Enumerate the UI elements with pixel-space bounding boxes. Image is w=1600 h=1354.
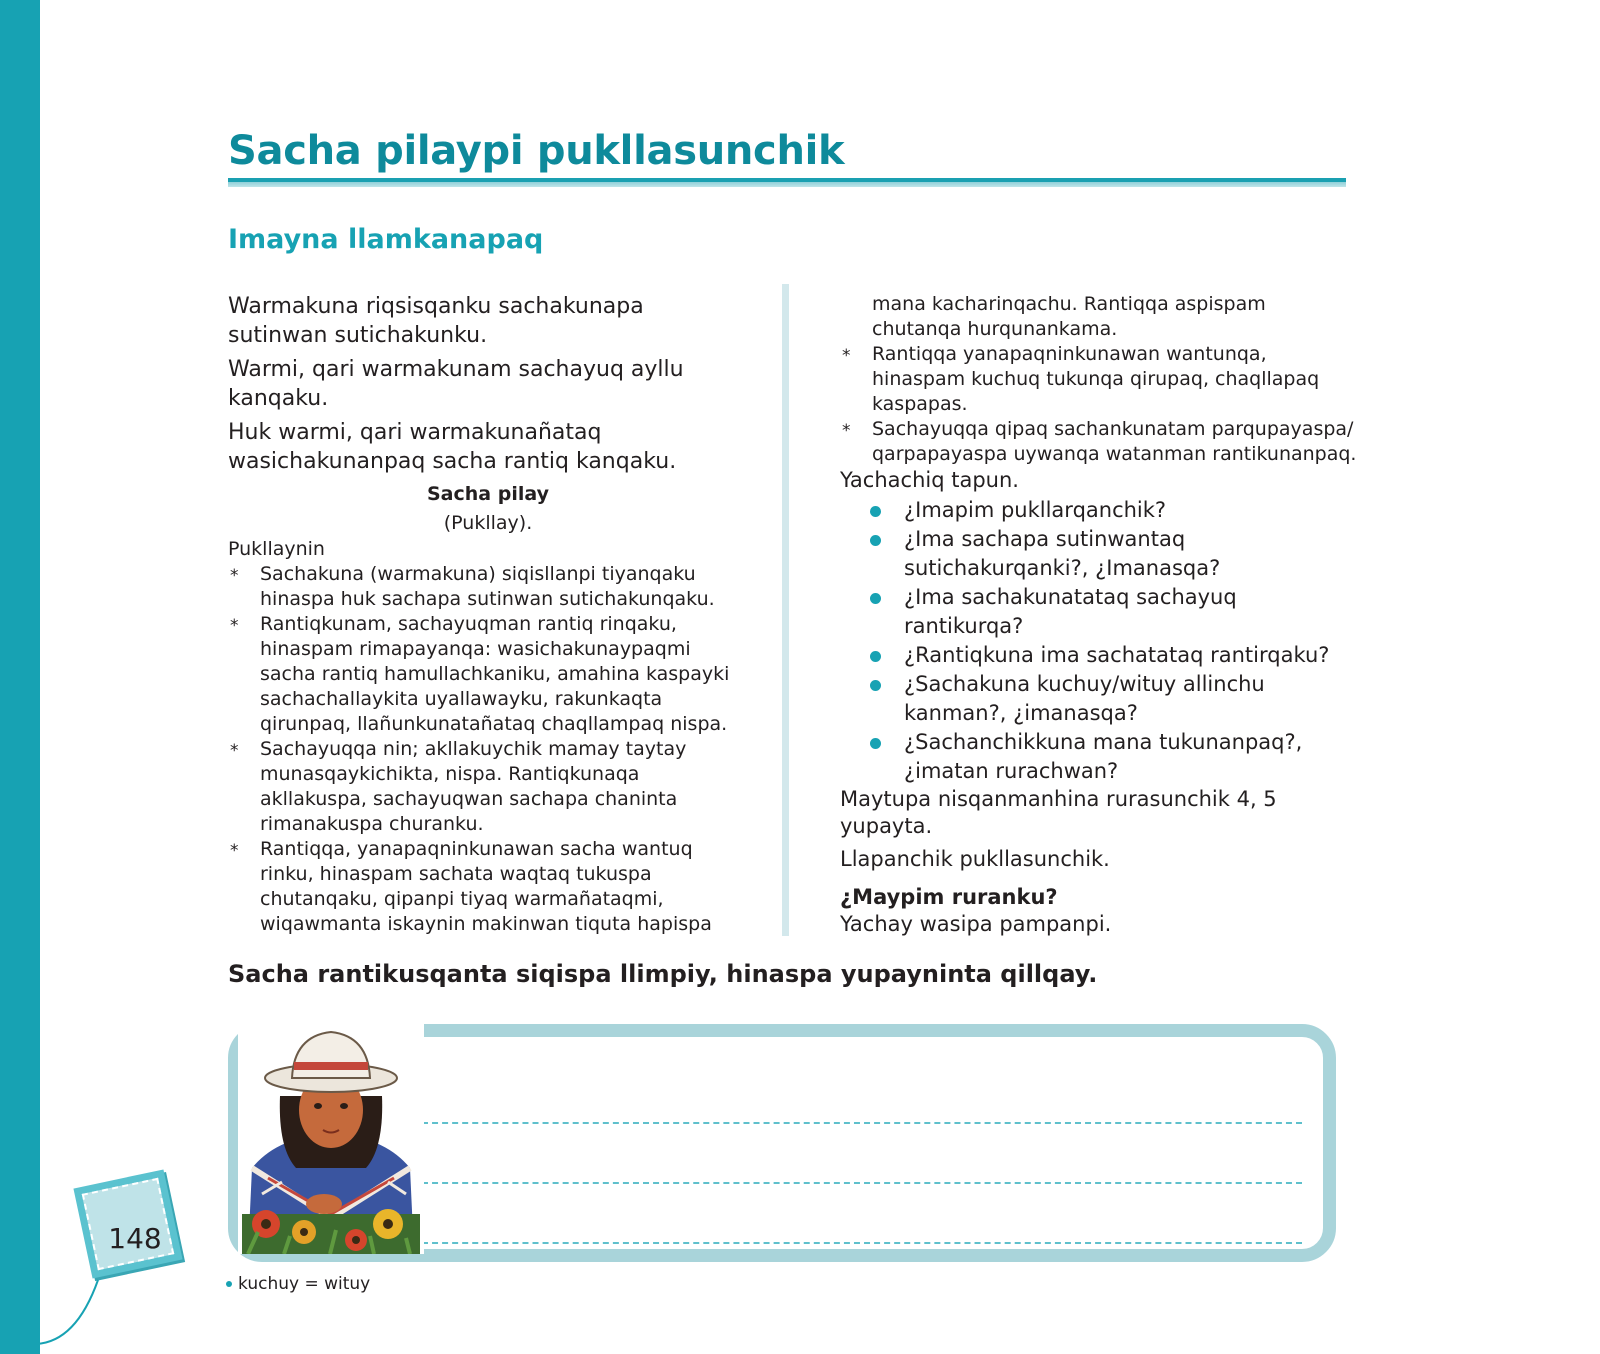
- bullet-icon: [870, 738, 881, 749]
- task-instruction: Sacha rantikusqanta siqispa llimpiy, hinaspa yupayninta qillqay.: [228, 960, 1098, 988]
- footnote: kuchuy = wituy: [226, 1274, 370, 1294]
- writing-line[interactable]: [422, 1122, 1302, 1124]
- badge-string: [36, 1270, 136, 1354]
- title-underline: [228, 178, 1346, 187]
- list-item: * Rantiqkunam, sachayuqman rantiq rinqaku, hinaspam rimapayanqa: wasichakunaypaqmi sacha rantiq hamullachkaniku, amahina kaspayki sachachallaykita uyallawayku, rakunkaqta qirunpaq, llañunkunatañataq chaqllampaq nispa.: [230, 613, 730, 735]
- page-number: 148: [108, 1222, 162, 1255]
- question-list: [840, 496, 1360, 786]
- instruction-list: [228, 562, 748, 937]
- list-item: * Rantiqqa yanapaqninkunawan wantunqa, hinaspam kuchuq tukunqa qirupaq, chaqllapaq kaspapas.: [842, 343, 1320, 415]
- right-column: [840, 292, 1360, 938]
- after-text: Maytupa nisqanmanhina rurasunchik 4, 5 yupayta.: [840, 787, 1277, 838]
- asterisk-icon: *: [230, 841, 239, 861]
- page-title: Sacha pilaypi pukllasunchik: [228, 128, 845, 174]
- girl-illustration: [238, 1018, 424, 1254]
- after-text: Llapanchik pukllasunchik.: [840, 847, 1110, 871]
- bullet-icon: [226, 1281, 232, 1287]
- column-divider: [782, 284, 789, 936]
- asterisk-icon: *: [842, 346, 851, 366]
- writing-line[interactable]: [422, 1182, 1302, 1184]
- intro-paragraph: Huk warmi, qari warmakunañataq wasichakunanpaq sacha rantiq kanqaku.: [228, 420, 677, 474]
- question-item: ¿Ima sachakunatataq sachayuq rantikurqa?: [840, 583, 1360, 641]
- list-item: * Sachakuna (warmakuna) siqisllanpi tiyanqaku hinaspa huk sachapa sutinwan sutichakunqaku.: [230, 563, 715, 610]
- section-title: Imayna llamkanapaq: [228, 224, 544, 255]
- asterisk-icon: *: [842, 421, 851, 441]
- asterisk-icon: *: [230, 616, 239, 636]
- intro-paragraph: Warmakuna riqsisqanku sachakunapa sutinwan sutichakunku.: [228, 294, 644, 348]
- question-item: ¿Imapim pukllarqanchik?: [840, 496, 1360, 525]
- bullet-icon: [870, 535, 881, 546]
- list-item: * Sachayuqqa qipaq sachankunatam parqupayaspa/ qarpapayaspa uywanqa watanman rantikunanpaq.: [842, 418, 1357, 465]
- writing-line[interactable]: [422, 1242, 1302, 1244]
- questions-intro: Yachachiq tapun.: [840, 468, 1019, 492]
- list-item: * Rantiqqa, yanapaqninkunawan sacha wantuq rinku, hinaspam sachata waqtaq tukuspa chutanqaku, qipanpi tiyaq warmañataqmi, wiqawmanta iskaynin makinwan tiquta hapispa: [230, 838, 712, 935]
- bullet-icon: [870, 651, 881, 662]
- asterisk-icon: *: [230, 566, 239, 586]
- question-item: ¿Rantiqkuna ima sachatataq rantirqaku?: [840, 641, 1360, 670]
- question-item: ¿Sachanchikkuna mana tukunanpaq?, ¿imatan rurachwan?: [840, 728, 1360, 786]
- asterisk-icon: *: [230, 741, 239, 761]
- maypim-title: ¿Maypim ruranku?: [840, 885, 1058, 909]
- bullet-icon: [870, 593, 881, 604]
- list-item: * Sachayuqqa nin; akllakuychik mamay taytay munasqaykichikta, nispa. Rantiqkunaqa akllakuspa, sachayuqwan sachapa chaninta rimanakuspa churanku.: [230, 738, 687, 835]
- question-item: ¿Sachakuna kuchuy/wituy allinchu kanman?, ¿imanasqa?: [840, 670, 1360, 728]
- game-title: Sacha pilay: [427, 483, 549, 505]
- continued-text: mana kacharinqachu. Rantiqqa aspispam chutanqa hurqunankama.: [872, 293, 1266, 340]
- left-column: [228, 292, 748, 937]
- players-label: Pukllaynin: [228, 538, 325, 560]
- bullet-icon: [870, 680, 881, 691]
- game-subtitle: (Pukllay).: [443, 512, 533, 534]
- maypim-text: Yachay wasipa pampanpi.: [840, 912, 1112, 936]
- intro-paragraph: Warmi, qari warmakunam sachayuq ayllu kanqaku.: [228, 357, 684, 411]
- side-color-band: [0, 0, 40, 1354]
- question-item: ¿Ima sachapa sutinwantaq sutichakurqanki?, ¿Imanasqa?: [840, 525, 1360, 583]
- instruction-list-continued: [840, 342, 1360, 467]
- bullet-icon: [870, 506, 881, 517]
